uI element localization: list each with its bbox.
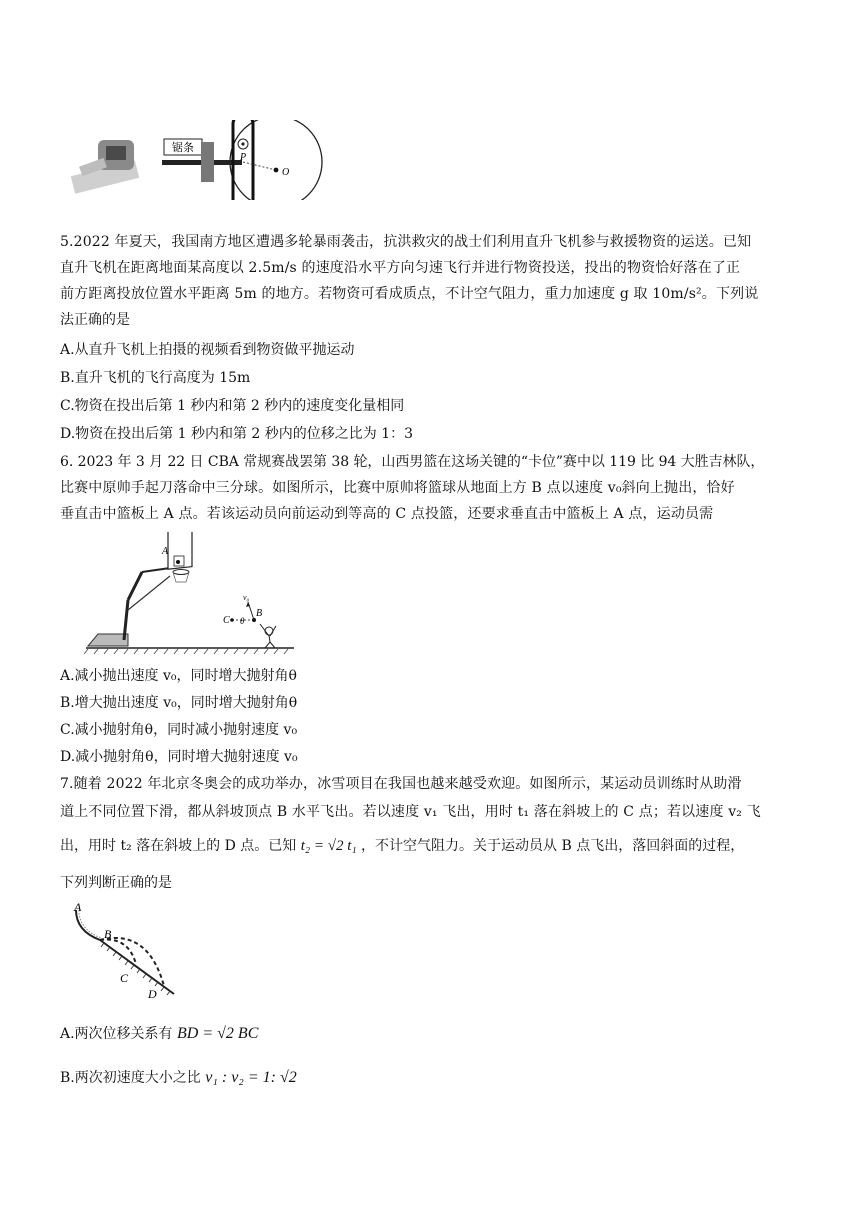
saw-figure <box>70 120 340 200</box>
q6-option-b: B.增大抛出速度 v₀，同时增大抛射角θ <box>60 695 298 711</box>
point-A-label: A <box>162 546 169 557</box>
q7-option-a <box>60 1024 258 1044</box>
q7-option-b <box>60 1068 297 1088</box>
slope-point-A-label: A <box>74 900 82 914</box>
basketball-figure <box>84 532 296 660</box>
q5-line-1: 5.2022 年夏天，我国南方地区遭遇多轮暴雨袭击，抗洪救灾的战士们利用直升飞机参与救援物资的运送。已知 <box>60 234 752 250</box>
q5-option-b: B.直升飞机的飞行高度为 15m <box>60 370 251 386</box>
q5-option-d: D.物资在投出后第 1 秒内和第 2 秒内的位移之比为 1：3 <box>60 426 414 442</box>
q5-line-2: 直升飞机在距离地面某高度以 2.5m/s 的速度沿水平方向匀速飞行并进行物资投送，投出的物资恰好落在了正 <box>60 260 741 276</box>
q7-line-2: 道上不同位置下滑，都从斜坡顶点 B 水平飞出。若以速度 v₁ 飞出，用时 t₁ 落在斜坡上的 C 点；若以速度 v₂ 飞 <box>60 804 761 820</box>
q7-option-a-formula: BD = √2 BC <box>177 1025 259 1042</box>
basketball-diagram <box>84 532 296 660</box>
point-C-label: C <box>223 615 230 626</box>
slope-point-D-label: D <box>148 987 157 1001</box>
q6-option-c: C.减小抛射角θ，同时减小抛射速度 v₀ <box>60 722 298 738</box>
theta-label: θ <box>240 616 245 626</box>
q6-line-2: 比赛中原帅手起刀落命中三分球。如图所示，比赛中原帅将篮球从地面上方 B 点以速度 v₀斜向上抛出，恰好 <box>60 480 735 496</box>
q7-line-3-before: 出，用时 t₂ 落在斜坡上的 D 点。已知 <box>60 838 297 854</box>
slope-point-C-label: C <box>120 971 129 985</box>
q5-line-4: 法正确的是 <box>60 312 130 328</box>
point-O-label: O <box>282 167 290 178</box>
q5-line-3: 前方距离投放位置水平距离 5m 的地方。若物资可看成质点，不计空气阻力，重力加速度 g 取 10m/s²。下列说 <box>60 286 759 302</box>
q7-line-3-formula: t₂ = √2 t₁ <box>300 838 357 854</box>
q6-line-3: 垂直击中篮板上 A 点。若该运动员向前运动到等高的 C 点投篮，还要求垂直击中篮板上 A 点，运动员需 <box>60 506 714 522</box>
v0-label: v₀ <box>243 593 250 602</box>
q5-option-a: A.从直升飞机上拍摄的视频看到物资做平抛运动 <box>60 342 355 358</box>
saw-label: 锯条 <box>172 142 194 154</box>
q6-option-d: D.减小抛射角θ，同时增大抛射速度 v₀ <box>60 749 298 765</box>
q5-option-c: C.物资在投出后第 1 秒内和第 2 秒内的速度变化量相同 <box>60 398 405 414</box>
q7-option-b-formula: v₁ : v₂ = 1: √2 <box>205 1069 297 1086</box>
ski-slope-figure <box>70 898 182 1002</box>
ski-slope-diagram <box>70 898 182 1002</box>
q7-line-4: 下列判断正确的是 <box>60 875 172 891</box>
q7-option-a-text: A.两次位移关系有 <box>60 1026 173 1042</box>
q7-option-b-text: B.两次初速度大小之比 <box>60 1070 201 1086</box>
point-P-label: P <box>240 152 247 163</box>
q7-line-3-after: ，不计空气阻力。关于运动员从 B 点飞出，落回斜面的过程， <box>361 838 745 854</box>
q6-line-1: 6. 2023 年 3 月 22 日 CBA 常规赛战罢第 38 轮，山西男篮在这场关键的“卡位”赛中以 119 比 94 大胜吉林队， <box>60 454 765 470</box>
q7-line-1: 7.随着 2022 年北京冬奥会的成功举办，冰雪项目在我国也越来越受欢迎。如图所示，某运动员训练时从助滑 <box>60 776 742 792</box>
slope-point-B-label: B <box>104 927 112 941</box>
q6-option-a: A.减小抛出速度 v₀，同时增大抛射角θ <box>60 668 297 684</box>
q7-line-3 <box>60 836 744 856</box>
saw-diagram <box>70 120 340 200</box>
point-B-label: B <box>256 608 263 619</box>
